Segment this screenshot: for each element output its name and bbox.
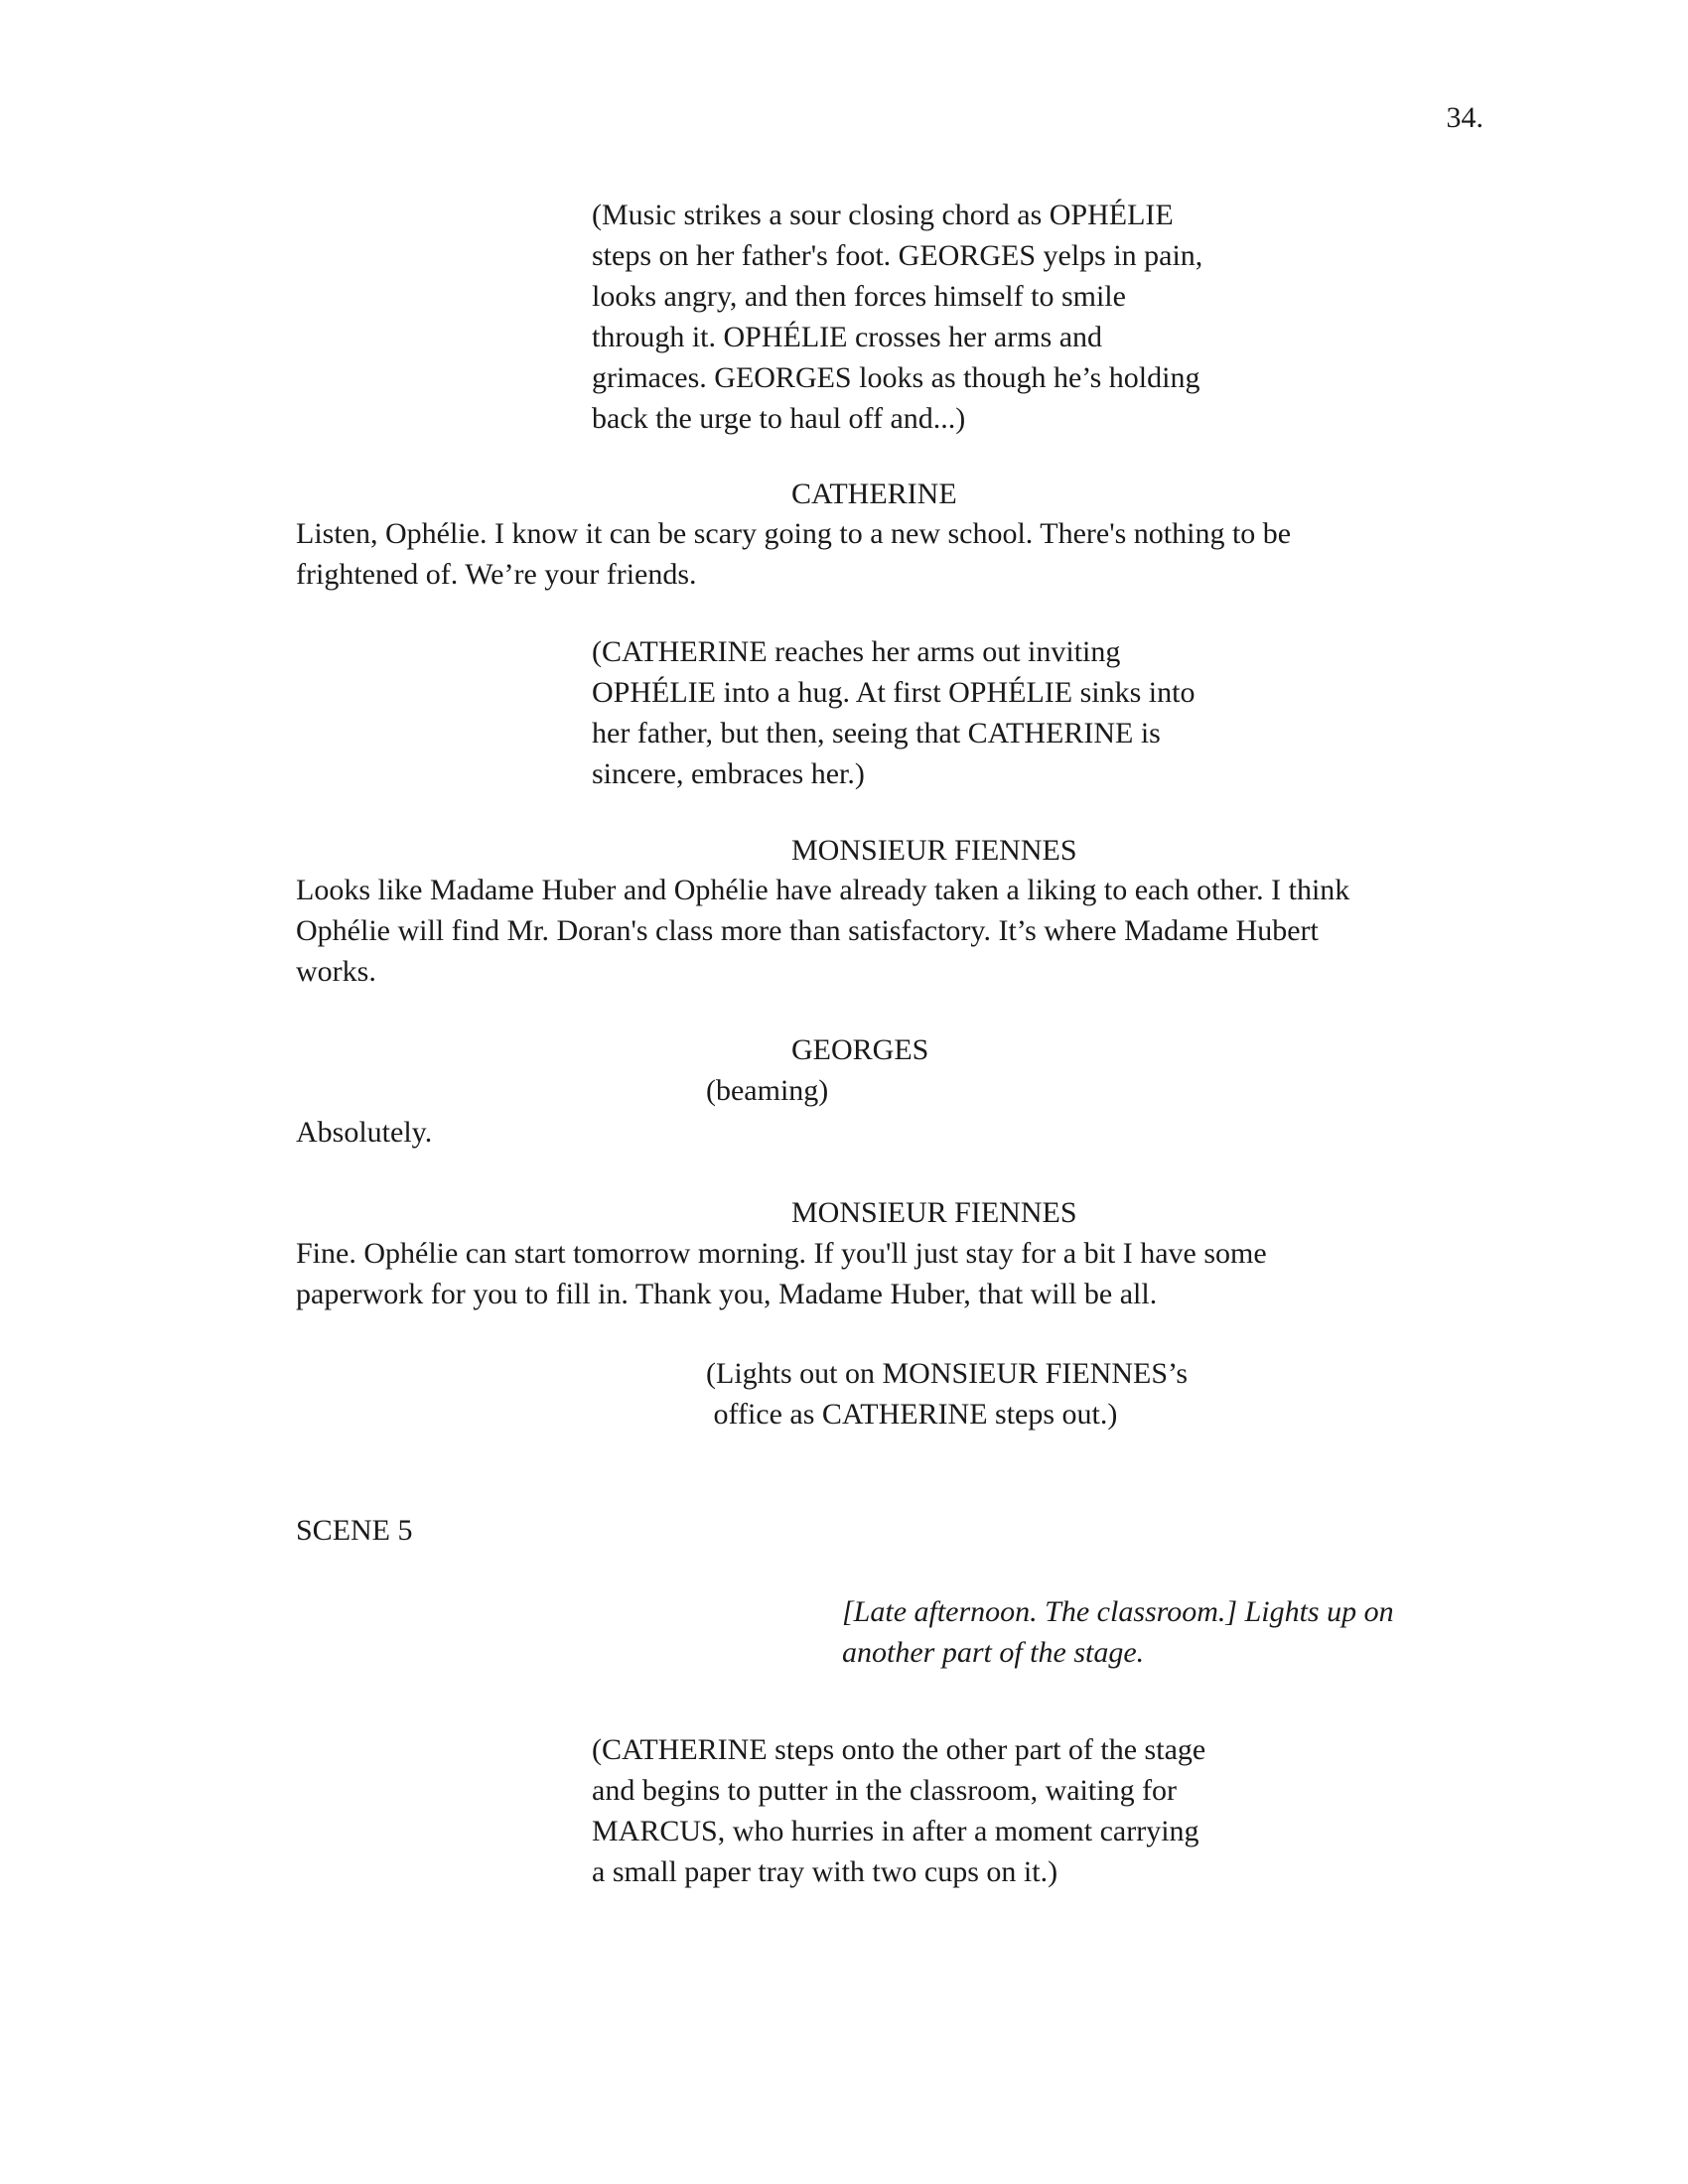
- stage-direction-line: her father, but then, seeing that CATHERINE is: [592, 717, 1161, 750]
- stage-direction-line: a small paper tray with two cups on it.): [592, 1855, 1058, 1888]
- stage-direction-line: (CATHERINE steps onto the other part of the stage: [592, 1733, 1206, 1766]
- character-name: CATHERINE: [791, 478, 957, 510]
- character-name: GEORGES: [791, 1033, 929, 1066]
- stage-direction-line: (Lights out on MONSIEUR FIENNES’s: [706, 1357, 1189, 1390]
- scene-setting: [842, 1591, 1394, 1673]
- scene-setting-line: [Late afternoon. The classroom.] Lights up on: [842, 1595, 1394, 1628]
- dialogue-line: Looks like Madame Huber and Ophélie have already taken a liking to each other. I think: [296, 874, 1350, 906]
- dialogue-line: Ophélie will find Mr. Doran's class more than satisfactory. It’s where Madame Hubert: [296, 914, 1319, 947]
- stage-direction-line: and begins to putter in the classroom, waiting for: [592, 1774, 1178, 1807]
- page-number: 34.: [1446, 101, 1483, 134]
- character-name: MONSIEUR FIENNES: [791, 834, 1077, 867]
- scene-setting-line: another part of the stage.: [842, 1636, 1145, 1669]
- scene-heading: SCENE 5: [296, 1514, 413, 1547]
- dialogue: [296, 870, 1349, 992]
- dialogue-line: works.: [296, 955, 376, 988]
- stage-direction-line: OPHÉLIE into a hug. At first OPHÉLIE sinks into: [592, 676, 1196, 709]
- stage-direction-line: sincere, embraces her.): [592, 757, 865, 790]
- stage-direction-line: looks angry, and then forces himself to smile: [592, 280, 1126, 313]
- dialogue-line: Fine. Ophélie can start tomorrow morning. If you'll just stay for a bit I have some: [296, 1237, 1267, 1270]
- dialogue: [296, 513, 1291, 595]
- dialogue-line: frightened of. We’re your friends.: [296, 558, 697, 591]
- dialogue-line: paperwork for you to fill in. Thank you, Madame Huber, that will be all.: [296, 1278, 1158, 1310]
- stage-direction-line: MARCUS, who hurries in after a moment carrying: [592, 1815, 1199, 1847]
- dialogue: [296, 1112, 432, 1153]
- stage-direction-line: (Music strikes a sour closing chord as OPHÉLIE: [592, 199, 1174, 231]
- stage-direction-line: (CATHERINE reaches her arms out inviting: [592, 635, 1121, 668]
- stage-direction-line: office as CATHERINE steps out.): [706, 1398, 1118, 1431]
- parenthetical: (beaming): [706, 1074, 829, 1107]
- dialogue-line: Absolutely.: [296, 1116, 433, 1149]
- stage-direction-line: steps on her father's foot. GEORGES yelps in pain,: [592, 239, 1203, 272]
- character-name: MONSIEUR FIENNES: [791, 1196, 1077, 1229]
- stage-direction-line: through it. OPHÉLIE crosses her arms and: [592, 321, 1103, 353]
- stage-direction: [592, 1729, 1205, 1892]
- stage-direction: [592, 195, 1202, 439]
- stage-direction: [706, 1353, 1188, 1434]
- stage-direction: [592, 631, 1195, 794]
- dialogue-line: Listen, Ophélie. I know it can be scary going to a new school. There's nothing to be: [296, 517, 1292, 550]
- stage-direction-line: back the urge to haul off and...): [592, 402, 966, 435]
- dialogue: [296, 1233, 1267, 1314]
- stage-direction-line: grimaces. GEORGES looks as though he’s holding: [592, 361, 1200, 394]
